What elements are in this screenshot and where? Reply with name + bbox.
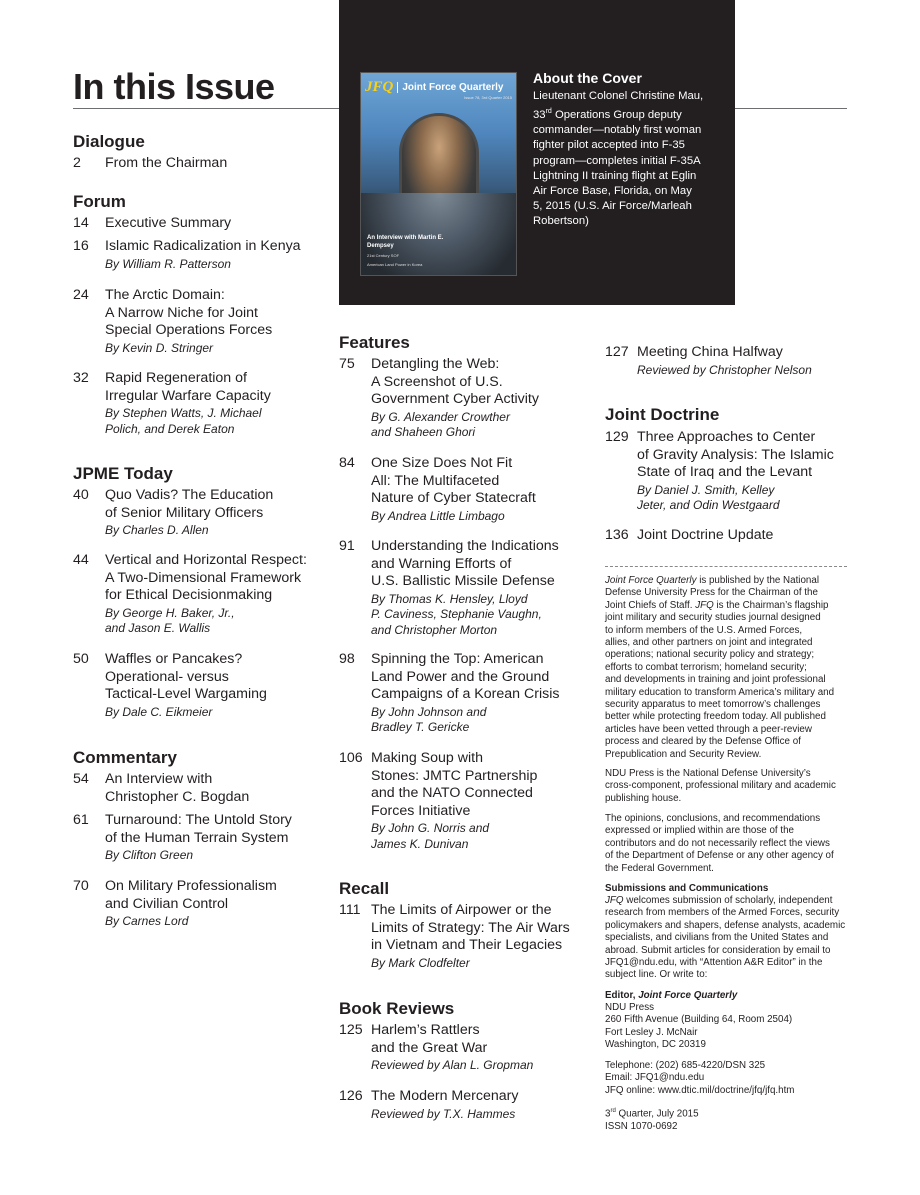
ndu-press-statement	[605, 768, 850, 805]
page-number: 106	[339, 750, 363, 766]
article-title: Stones: JMTC Partnership	[371, 767, 538, 784]
article-byline: By Daniel J. Smith, Kelley	[637, 482, 775, 497]
about-cover-line: Robertson)	[533, 215, 589, 228]
issue-info-line: ISSN 1070-0692	[605, 1120, 678, 1132]
article-title: and Civilian Control	[105, 895, 229, 912]
article-byline: By Carnes Lord	[105, 914, 189, 929]
article-byline: Reviewed by Christopher Nelson	[637, 362, 812, 377]
article-title: Harlem’s Rattlers	[371, 1022, 480, 1038]
about-cover-line: 5, 2015 (U.S. Air Force/Marleah	[533, 200, 692, 213]
page-number: 50	[73, 651, 89, 667]
contact-info	[605, 1060, 850, 1097]
article-title: A Two-Dimensional Framework	[105, 569, 302, 586]
publisher-statement-line: articles have been vetted through a peer-review	[605, 723, 812, 735]
publisher-statement-line: Joint Chiefs of Staff. JFQ is the Chairman’s flagship	[605, 599, 829, 611]
article-title: Forces Initiative	[371, 802, 471, 819]
disclaimer	[605, 813, 850, 875]
section-heading: Features	[339, 333, 410, 352]
article-title: The Modern Mercenary	[371, 1088, 519, 1104]
submissions-text-line: abroad. Submit articles for consideration by email to	[605, 944, 831, 956]
article-title: A Narrow Niche for Joint	[105, 304, 258, 321]
article-byline: Jeter, and Odin Westgaard	[637, 498, 780, 513]
about-cover-line: Lightning II training flight at Eglin	[533, 169, 697, 182]
ndu-press-statement-line: publishing house.	[605, 792, 682, 804]
publisher-statement	[605, 575, 850, 761]
article-byline: P. Caviness, Stephanie Vaughn,	[371, 607, 542, 622]
cover-issue-line: Issue 78, 3rd Quarter 2015	[464, 95, 512, 100]
page-number: 54	[73, 771, 89, 787]
article-byline: Bradley T. Gericke	[371, 720, 470, 735]
article-title: On Military Professionalism	[105, 878, 277, 894]
article-byline: By Dale C. Eikmeier	[105, 704, 213, 719]
section-heading: Commentary	[73, 748, 177, 767]
article-title: Irregular Warfare Capacity	[105, 387, 271, 404]
page-number: 111	[339, 902, 361, 918]
about-cover-text	[533, 89, 717, 230]
article-byline: and Shaheen Ghori	[371, 425, 476, 440]
about-cover-line: Lieutenant Colonel Christine Mau,	[533, 90, 704, 102]
submissions-text-line: research from members of the Armed Forces, security	[605, 907, 840, 919]
about-cover-line: program—completes initial F-35A	[533, 154, 701, 167]
publisher-statement-line: operations; national security policy and strategy;	[605, 649, 815, 661]
article-title: Understanding the Indications	[371, 538, 559, 554]
article-title: Christopher C. Bogdan	[105, 788, 250, 805]
publisher-statement-line: to inform members of the U.S. Armed Forces,	[605, 624, 803, 636]
publisher-statement-line: joint military and security studies journal designed	[605, 612, 821, 624]
article-byline: By Thomas K. Hensley, Lloyd	[371, 591, 528, 606]
article-title: of Senior Military Officers	[105, 504, 264, 521]
article-byline: Polich, and Derek Eaton	[105, 421, 235, 436]
disclaimer-line: the Federal Government.	[605, 862, 714, 874]
article-title: of Gravity Analysis: The Islamic	[637, 446, 834, 463]
ndu-press-statement-line: NDU Press is the National Defense University’s	[605, 768, 811, 779]
about-cover-line: fighter pilot accepted into F-35	[533, 139, 685, 152]
contact-info-line: Telephone: (202) 685-4220/DSN 325	[605, 1060, 766, 1071]
publisher-statement-line: allies, and other partners on joint and integrated	[605, 637, 813, 649]
section-heading: Recall	[339, 879, 390, 898]
page-number: 136	[605, 527, 629, 543]
page-number: 40	[73, 487, 89, 503]
page-number: 32	[73, 370, 89, 386]
article-byline: James K. Dunivan	[371, 837, 469, 851]
page-number: 129	[605, 429, 629, 445]
submissions-text	[605, 895, 850, 982]
contact-info-line: Email: JFQ1@ndu.edu	[605, 1072, 705, 1084]
cover-line-2: 21st Century SOF	[367, 253, 400, 258]
article-title: Campaigns of a Korean Crisis	[371, 686, 560, 703]
article-title: Meeting China Halfway	[637, 344, 783, 360]
issue-info-line: 3rd Quarter, July 2015	[605, 1108, 699, 1120]
submissions-text-line: JFQ1@ndu.edu, with “Attention A&R Editor” in the	[605, 957, 823, 969]
page-number: 2	[73, 155, 81, 171]
article-title: The Arctic Domain:	[105, 287, 225, 303]
article-byline: By Mark Clodfelter	[371, 955, 470, 970]
article-title: Waffles or Pancakes?	[105, 651, 243, 667]
editor-address-line: NDU Press	[605, 1002, 654, 1013]
article-title: The Limits of Airpower or the	[371, 902, 552, 918]
cover-logo: JFQ	[365, 78, 394, 95]
article-title: Nature of Cyber Statecraft	[371, 490, 536, 507]
editor-address	[605, 1002, 850, 1052]
publisher-statement-line: Joint Force Quarterly is published by the National	[605, 575, 820, 586]
submissions-text-line: subject line. Or write to:	[605, 969, 708, 981]
publisher-statement-line: better while protecting freedom today. All published	[605, 711, 826, 723]
article-title: An Interview with	[105, 771, 213, 787]
right-rule	[735, 108, 847, 109]
article-byline: and Christopher Morton	[371, 623, 498, 637]
publisher-statement-line: efforts to combat terrorism; homeland security;	[605, 661, 807, 673]
page-number: 84	[339, 455, 355, 471]
article-byline: By John Johnson and	[371, 704, 487, 719]
article-title: Quo Vadis? The Education	[105, 487, 274, 503]
article-byline: Reviewed by T.X. Hammes	[371, 1106, 516, 1121]
disclaimer-line: contributors and do not necessarily reflect the views	[605, 837, 830, 849]
page-number: 75	[339, 356, 355, 372]
article-title: and the NATO Connected	[371, 785, 533, 802]
page-number: 70	[73, 878, 89, 894]
article-title: for Ethical Decisionmaking	[105, 587, 273, 604]
article-byline: By Stephen Watts, J. Michael	[105, 406, 262, 421]
editor-address-line: Washington, DC 20319	[605, 1039, 706, 1051]
article-title: Turnaround: The Untold Story	[105, 812, 292, 828]
article-byline: By Kevin D. Stringer	[105, 340, 214, 355]
article-title: Executive Summary	[105, 215, 232, 231]
ndu-press-statement-line: cross-component, professional military and academic	[605, 780, 836, 792]
publisher-statement-line: and developments in training and joint professional	[605, 674, 826, 686]
about-cover-line: 33rd Operations Group deputy	[533, 108, 682, 121]
article-title: State of Iraq and the Levant	[637, 464, 813, 481]
page-number: 16	[73, 238, 89, 254]
article-byline: Reviewed by Alan L. Gropman	[371, 1058, 534, 1073]
contact-info-line: JFQ online: www.dtic.mil/doctrine/jfq/jfq.htm	[605, 1084, 795, 1096]
article-title: Special Operations Forces	[105, 322, 273, 339]
article-title: and the Great War	[371, 1039, 488, 1056]
article-title: Detangling the Web:	[371, 356, 500, 372]
section-heading: Book Reviews	[339, 999, 455, 1018]
editor-address-line: Fort Lesley J. McNair	[605, 1026, 698, 1038]
article-title: Spinning the Top: American	[371, 651, 544, 667]
submissions-heading: Submissions and Communications	[605, 883, 769, 894]
publisher-statement-line: security apparatus to meet tomorrow’s challenges	[605, 699, 821, 711]
page-number: 125	[339, 1022, 363, 1038]
title-rule	[73, 108, 340, 109]
page-title: In this Issue	[73, 66, 275, 107]
article-byline: By Clifton Green	[105, 848, 194, 863]
article-title: and Warning Efforts of	[371, 555, 512, 572]
article-byline: By G. Alexander Crowther	[371, 409, 510, 424]
cover-headline: An Interview with Martin E. Dempsey	[367, 235, 444, 249]
page-number: 44	[73, 552, 89, 568]
article-title: Joint Doctrine Update	[637, 527, 774, 543]
page-number: 61	[73, 812, 89, 828]
publisher-statement-line: Prepublication and Security Review.	[605, 748, 762, 760]
submissions-text-line: JFQ welcomes submission of scholarly, independent	[605, 895, 833, 906]
publisher-statement-line: process and cleared by the Defense Office of	[605, 736, 801, 748]
cover-panel	[339, 0, 735, 305]
article-title: All: The Multifaceted	[371, 472, 500, 489]
article-byline: By Andrea Little Limbago	[371, 508, 505, 523]
submissions-text-line: policymakers and shapers, defense analysts, academic	[605, 919, 846, 931]
article-byline: By John G. Norris and	[371, 821, 490, 836]
editor-address-line: 260 Fifth Avenue (Building 64, Room 2504)	[605, 1014, 793, 1026]
publisher-statement-line: Defense University Press for the Chairman of the	[605, 587, 818, 599]
article-byline: By Charles D. Allen	[105, 523, 209, 538]
page-number: 91	[339, 538, 355, 554]
dashed-divider	[605, 566, 847, 567]
about-cover-line: commander—notably first woman	[533, 124, 702, 137]
article-title: Limits of Strategy: The Air Wars	[371, 919, 570, 936]
article-byline: By George H. Baker, Jr.,	[105, 605, 235, 620]
article-title: Islamic Radicalization in Kenya	[105, 238, 301, 254]
publisher-statement-line: military education to transform America’s military and	[605, 686, 835, 698]
page-number: 14	[73, 215, 89, 231]
page-number: 126	[339, 1088, 363, 1104]
article-title: of the Human Terrain System	[105, 829, 289, 846]
about-cover-title: About the Cover	[533, 70, 642, 86]
about-cover-line: Air Force Base, Florida, on May	[533, 184, 692, 197]
article-title: From the Chairman	[105, 155, 228, 171]
editor-heading: Editor, Joint Force Quarterly	[605, 990, 738, 1001]
article-title: Vertical and Horizontal Respect:	[105, 552, 307, 568]
article-title: Land Power and the Ground	[371, 668, 550, 685]
article-title: Operational- versus	[105, 668, 229, 685]
cover-image[interactable]	[360, 72, 517, 276]
page-number: 127	[605, 344, 629, 360]
section-heading: Dialogue	[73, 132, 145, 151]
disclaimer-line: of the Department of Defense or any other agency of	[605, 850, 834, 862]
cover-masthead-name: Joint Force Quarterly	[397, 82, 503, 93]
article-title: One Size Does Not Fit	[371, 455, 513, 471]
article-title: A Screenshot of U.S.	[371, 373, 503, 390]
article-title: Government Cyber Activity	[371, 391, 539, 408]
page-number: 98	[339, 651, 355, 667]
article-title: Rapid Regeneration of	[105, 370, 247, 386]
section-heading: Joint Doctrine	[605, 405, 720, 424]
disclaimer-line: expressed or implied within are those of the	[605, 825, 794, 837]
article-title: Tactical-Level Wargaming	[105, 686, 267, 703]
article-title: in Vietnam and Their Legacies	[371, 937, 563, 954]
section-heading: Forum	[73, 192, 126, 211]
cover-line-3: American Land Power in Korea	[367, 262, 423, 267]
disclaimer-line: The opinions, conclusions, and recommendations	[605, 813, 821, 824]
section-heading: JPME Today	[73, 464, 173, 483]
submissions-text-line: specialists, and civilians from the United States and	[605, 932, 829, 944]
page-number: 24	[73, 287, 89, 303]
issue-info	[605, 1105, 850, 1133]
article-title: Making Soup with	[371, 750, 483, 766]
article-title: Three Approaches to Center	[637, 429, 816, 445]
article-title: U.S. Ballistic Missile Defense	[371, 573, 555, 590]
article-byline: and Jason E. Wallis	[105, 621, 211, 636]
article-byline: By William R. Patterson	[105, 256, 231, 271]
